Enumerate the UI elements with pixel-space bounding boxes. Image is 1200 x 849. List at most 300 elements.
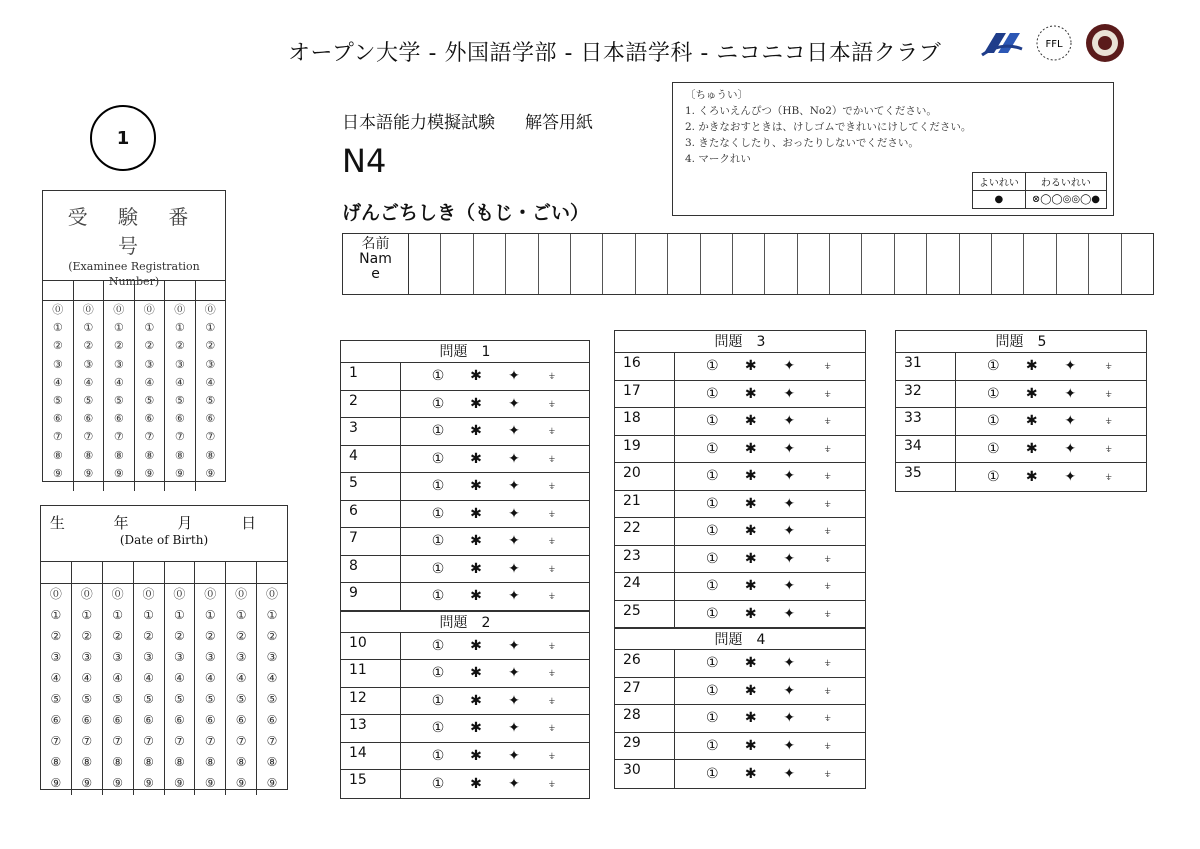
digit-write-cell[interactable] <box>74 281 104 301</box>
digit-bubble[interactable]: ③ <box>205 357 216 371</box>
answer-bubble[interactable]: ① <box>705 737 719 754</box>
answer-bubble[interactable]: ✱ <box>470 692 482 709</box>
answer-bubble[interactable]: ① <box>986 413 1000 430</box>
digit-bubble[interactable]: ⑦ <box>174 430 185 444</box>
digit-bubble[interactable]: ④ <box>81 671 93 685</box>
name-cell[interactable] <box>992 234 1024 294</box>
answer-bubble[interactable]: ⍖ <box>547 368 557 385</box>
digit-bubble[interactable]: ① <box>204 608 216 622</box>
digit-bubble[interactable]: ⑥ <box>143 713 154 727</box>
digit-bubble[interactable]: ⓪ <box>174 303 186 316</box>
digit-bubble[interactable]: ② <box>174 629 185 643</box>
digit-bubble[interactable]: ⑧ <box>204 755 216 769</box>
answer-bubble[interactable]: ① <box>705 385 719 402</box>
answer-bubble[interactable]: ✱ <box>1025 468 1038 485</box>
answer-bubble[interactable]: ✱ <box>744 737 757 754</box>
answer-bubble[interactable]: ✦ <box>1064 358 1077 375</box>
digit-bubble[interactable]: ② <box>235 629 247 643</box>
digit-bubble[interactable]: ⑤ <box>174 692 185 706</box>
digit-bubble[interactable]: ⓪ <box>143 303 155 316</box>
digit-bubble[interactable]: ② <box>52 339 63 353</box>
answer-bubble[interactable]: ✦ <box>508 505 520 522</box>
digit-bubble[interactable]: ⑨ <box>204 776 216 790</box>
digit-bubble[interactable]: ③ <box>266 650 278 664</box>
answer-bubble[interactable]: ✦ <box>783 737 796 754</box>
answer-bubble[interactable]: ✦ <box>783 468 796 485</box>
digit-bubble[interactable]: ② <box>174 339 185 353</box>
digit-bubble[interactable]: ⑤ <box>112 692 124 706</box>
answer-bubble[interactable]: ✱ <box>744 523 757 540</box>
answer-bubble[interactable]: ✦ <box>508 478 520 495</box>
answer-bubble[interactable]: ✦ <box>783 765 796 782</box>
digit-bubble[interactable]: ⑨ <box>81 776 93 790</box>
answer-bubble[interactable]: ① <box>431 368 445 385</box>
answer-bubble[interactable]: ✱ <box>470 395 482 412</box>
digit-bubble[interactable]: ⑨ <box>174 776 185 790</box>
digit-bubble[interactable]: ⑧ <box>144 448 155 462</box>
answer-bubble[interactable]: ⍖ <box>823 578 832 595</box>
answer-bubble[interactable]: ① <box>986 385 1000 402</box>
answer-bubble[interactable]: ✦ <box>783 682 796 699</box>
answer-bubble[interactable]: ✦ <box>508 588 520 605</box>
digit-bubble[interactable]: ① <box>52 321 63 335</box>
digit-bubble[interactable]: ⑤ <box>113 393 124 407</box>
answer-bubble[interactable]: ✦ <box>508 423 520 440</box>
answer-bubble[interactable]: ✦ <box>783 413 796 430</box>
digit-write-cell[interactable] <box>43 281 73 301</box>
digit-write-cell[interactable] <box>134 562 164 584</box>
digit-bubble[interactable]: ① <box>143 608 154 622</box>
answer-bubble[interactable]: ① <box>705 440 719 457</box>
digit-bubble[interactable]: ④ <box>174 375 185 389</box>
digit-bubble[interactable]: ⓪ <box>80 587 93 601</box>
answer-bubble[interactable]: ✱ <box>1025 358 1038 375</box>
digit-bubble[interactable]: ⑥ <box>205 412 216 426</box>
answer-bubble[interactable]: ⍖ <box>547 692 557 709</box>
digit-bubble[interactable]: ⓪ <box>235 587 248 601</box>
name-cell[interactable] <box>798 234 830 294</box>
answer-bubble[interactable]: ⍖ <box>823 682 832 699</box>
digit-bubble[interactable]: ⓪ <box>82 303 94 316</box>
digit-bubble[interactable]: ⑥ <box>112 713 124 727</box>
digit-bubble[interactable]: ⑧ <box>205 448 216 462</box>
digit-bubble[interactable]: ⑥ <box>266 713 278 727</box>
digit-bubble[interactable]: ② <box>204 629 216 643</box>
answer-bubble[interactable]: ① <box>705 682 719 699</box>
digit-bubble[interactable]: ⑤ <box>266 692 278 706</box>
answer-bubble[interactable]: ① <box>705 495 719 512</box>
name-cell[interactable] <box>895 234 927 294</box>
answer-bubble[interactable]: ① <box>431 423 445 440</box>
answer-bubble[interactable]: ① <box>431 775 445 792</box>
answer-bubble[interactable]: ⍖ <box>1104 358 1113 375</box>
digit-write-cell[interactable] <box>165 562 195 584</box>
answer-bubble[interactable]: ⍖ <box>823 737 832 754</box>
digit-bubble[interactable]: ③ <box>174 650 185 664</box>
answer-bubble[interactable]: ① <box>705 655 719 672</box>
digit-bubble[interactable]: ⑤ <box>83 393 94 407</box>
answer-bubble[interactable]: ✦ <box>508 637 520 654</box>
answer-bubble[interactable]: ✱ <box>470 588 482 605</box>
digit-bubble[interactable]: ⓪ <box>52 303 64 316</box>
digit-bubble[interactable]: ⓪ <box>173 587 186 601</box>
digit-bubble[interactable]: ④ <box>113 375 124 389</box>
answer-bubble[interactable]: ✦ <box>783 578 796 595</box>
answer-bubble[interactable]: ✱ <box>470 533 482 550</box>
digit-write-cell[interactable] <box>195 562 225 584</box>
digit-bubble[interactable]: ⑤ <box>205 393 216 407</box>
digit-write-cell[interactable] <box>196 281 226 301</box>
answer-bubble[interactable]: ✦ <box>783 655 796 672</box>
digit-bubble[interactable]: ⑨ <box>235 776 247 790</box>
answer-bubble[interactable]: ① <box>705 550 719 567</box>
answer-bubble[interactable]: ① <box>431 560 445 577</box>
digit-bubble[interactable]: ① <box>205 321 216 335</box>
digit-bubble[interactable]: ⑦ <box>204 734 216 748</box>
name-cell[interactable] <box>862 234 894 294</box>
answer-bubble[interactable]: ① <box>431 720 445 737</box>
answer-bubble[interactable]: ⍖ <box>547 560 557 577</box>
answer-bubble[interactable]: ✦ <box>783 495 796 512</box>
digit-bubble[interactable]: ⑦ <box>83 430 94 444</box>
answer-bubble[interactable]: ⍖ <box>823 413 832 430</box>
digit-bubble[interactable]: ⑤ <box>144 393 155 407</box>
answer-bubble[interactable]: ⍖ <box>547 478 557 495</box>
digit-bubble[interactable]: ⓪ <box>266 587 279 601</box>
digit-bubble[interactable]: ⑥ <box>52 412 63 426</box>
digit-bubble[interactable]: ③ <box>144 357 155 371</box>
digit-bubble[interactable]: ⑤ <box>81 692 93 706</box>
name-cell[interactable] <box>409 234 441 294</box>
digit-bubble[interactable]: ⑦ <box>235 734 247 748</box>
answer-bubble[interactable]: ✦ <box>783 550 796 567</box>
name-cell[interactable] <box>1057 234 1089 294</box>
digit-write-cell[interactable] <box>41 562 71 584</box>
digit-bubble[interactable]: ③ <box>112 650 124 664</box>
digit-bubble[interactable]: ④ <box>204 671 216 685</box>
digit-bubble[interactable]: ⑧ <box>174 448 185 462</box>
digit-bubble[interactable]: ⑧ <box>81 755 93 769</box>
answer-bubble[interactable]: ✱ <box>470 775 482 792</box>
digit-write-cell[interactable] <box>135 281 165 301</box>
name-cell[interactable] <box>571 234 603 294</box>
digit-bubble[interactable]: ⑦ <box>52 430 63 444</box>
digit-bubble[interactable]: ⑧ <box>266 755 278 769</box>
answer-bubble[interactable]: ⍖ <box>823 468 832 485</box>
answer-bubble[interactable]: ✦ <box>508 560 520 577</box>
answer-bubble[interactable]: ✱ <box>470 560 482 577</box>
answer-bubble[interactable]: ✱ <box>744 605 757 622</box>
answer-bubble[interactable]: ① <box>986 468 1000 485</box>
answer-bubble[interactable]: ① <box>986 440 1000 457</box>
answer-bubble[interactable]: ⍖ <box>547 720 557 737</box>
digit-write-cell[interactable] <box>165 281 195 301</box>
digit-bubble[interactable]: ② <box>83 339 94 353</box>
answer-bubble[interactable]: ✦ <box>508 775 520 792</box>
answer-bubble[interactable]: ✦ <box>508 665 520 682</box>
digit-bubble[interactable]: ⑥ <box>174 412 185 426</box>
answer-bubble[interactable]: ⍖ <box>547 423 557 440</box>
name-cell[interactable] <box>474 234 506 294</box>
digit-bubble[interactable]: ④ <box>205 375 216 389</box>
answer-bubble[interactable]: ✱ <box>1025 413 1038 430</box>
digit-bubble[interactable]: ⑤ <box>52 393 63 407</box>
answer-bubble[interactable]: ✱ <box>470 637 482 654</box>
digit-bubble[interactable]: ⑨ <box>113 466 124 480</box>
answer-bubble[interactable]: ⍖ <box>547 450 557 467</box>
answer-bubble[interactable]: ⍖ <box>547 395 557 412</box>
digit-bubble[interactable]: ⑧ <box>112 755 124 769</box>
answer-bubble[interactable]: ✦ <box>783 385 796 402</box>
digit-bubble[interactable]: ⓪ <box>142 587 155 601</box>
answer-bubble[interactable]: ✦ <box>508 747 520 764</box>
digit-bubble[interactable]: ⑥ <box>50 713 62 727</box>
name-cell[interactable] <box>1024 234 1056 294</box>
digit-bubble[interactable]: ⑧ <box>235 755 247 769</box>
digit-bubble[interactable]: ⑥ <box>204 713 216 727</box>
digit-bubble[interactable]: ⑦ <box>143 734 154 748</box>
digit-bubble[interactable]: ⑥ <box>81 713 93 727</box>
digit-bubble[interactable]: ⑨ <box>143 776 154 790</box>
digit-bubble[interactable]: ① <box>174 321 185 335</box>
digit-bubble[interactable]: ⓪ <box>49 587 62 601</box>
digit-bubble[interactable]: ③ <box>204 650 216 664</box>
answer-bubble[interactable]: ⍖ <box>1104 440 1113 457</box>
name-cell[interactable] <box>441 234 473 294</box>
digit-bubble[interactable]: ⑦ <box>81 734 93 748</box>
digit-bubble[interactable]: ⑧ <box>50 755 62 769</box>
digit-bubble[interactable]: ③ <box>83 357 94 371</box>
answer-bubble[interactable]: ✦ <box>508 450 520 467</box>
answer-bubble[interactable]: ⍖ <box>1104 385 1113 402</box>
answer-bubble[interactable]: ① <box>705 523 719 540</box>
digit-bubble[interactable]: ④ <box>235 671 247 685</box>
answer-bubble[interactable]: ✦ <box>1064 413 1077 430</box>
answer-bubble[interactable]: ⍖ <box>547 533 557 550</box>
name-cell[interactable] <box>1089 234 1121 294</box>
digit-bubble[interactable]: ① <box>83 321 94 335</box>
answer-bubble[interactable]: ⍖ <box>823 523 832 540</box>
digit-bubble[interactable]: ⓪ <box>113 303 125 316</box>
digit-bubble[interactable]: ⑦ <box>50 734 62 748</box>
answer-bubble[interactable]: ① <box>705 358 719 375</box>
answer-bubble[interactable]: ✦ <box>508 720 520 737</box>
digit-bubble[interactable]: ⑦ <box>112 734 124 748</box>
answer-bubble[interactable]: ① <box>431 505 445 522</box>
answer-bubble[interactable]: ✱ <box>744 358 757 375</box>
answer-bubble[interactable]: ✦ <box>783 523 796 540</box>
answer-bubble[interactable]: ⍖ <box>823 358 832 375</box>
digit-bubble[interactable]: ① <box>112 608 124 622</box>
digit-bubble[interactable]: ⑨ <box>112 776 124 790</box>
answer-bubble[interactable]: ① <box>431 588 445 605</box>
digit-bubble[interactable]: ① <box>144 321 155 335</box>
name-cell[interactable] <box>603 234 635 294</box>
digit-bubble[interactable]: ⑨ <box>52 466 63 480</box>
digit-bubble[interactable]: ⑨ <box>144 466 155 480</box>
answer-bubble[interactable]: ✱ <box>470 368 482 385</box>
digit-bubble[interactable]: ② <box>205 339 216 353</box>
answer-bubble[interactable]: ⍖ <box>823 710 832 727</box>
digit-bubble[interactable]: ② <box>143 629 154 643</box>
digit-bubble[interactable]: ④ <box>144 375 155 389</box>
digit-bubble[interactable]: ② <box>81 629 93 643</box>
answer-bubble[interactable]: ✱ <box>470 423 482 440</box>
answer-bubble[interactable]: ✱ <box>470 450 482 467</box>
answer-bubble[interactable]: ① <box>431 692 445 709</box>
answer-bubble[interactable]: ⍖ <box>1104 413 1113 430</box>
answer-bubble[interactable]: ✦ <box>1064 468 1077 485</box>
digit-bubble[interactable]: ④ <box>143 671 154 685</box>
answer-bubble[interactable]: ⍖ <box>1104 468 1113 485</box>
name-cell[interactable] <box>927 234 959 294</box>
answer-bubble[interactable]: ① <box>705 413 719 430</box>
digit-bubble[interactable]: ② <box>50 629 62 643</box>
name-cell[interactable] <box>765 234 797 294</box>
answer-bubble[interactable]: ✱ <box>744 682 757 699</box>
answer-bubble[interactable]: ✱ <box>744 655 757 672</box>
answer-bubble[interactable]: ✦ <box>1064 385 1077 402</box>
answer-bubble[interactable]: ✱ <box>744 413 757 430</box>
digit-bubble[interactable]: ① <box>266 608 278 622</box>
answer-bubble[interactable]: ① <box>986 358 1000 375</box>
digit-bubble[interactable]: ⑦ <box>144 430 155 444</box>
answer-bubble[interactable]: ① <box>431 450 445 467</box>
digit-bubble[interactable]: ⑤ <box>174 393 185 407</box>
digit-bubble[interactable]: ⑧ <box>143 755 154 769</box>
answer-bubble[interactable]: ⍖ <box>823 605 832 622</box>
digit-bubble[interactable]: ④ <box>174 671 185 685</box>
digit-bubble[interactable]: ⑥ <box>113 412 124 426</box>
name-cell[interactable] <box>506 234 538 294</box>
digit-bubble[interactable]: ⑧ <box>174 755 185 769</box>
digit-bubble[interactable]: ⓪ <box>111 587 124 601</box>
digit-bubble[interactable]: ⑥ <box>144 412 155 426</box>
answer-bubble[interactable]: ✱ <box>744 495 757 512</box>
answer-bubble[interactable]: ⍖ <box>547 637 557 654</box>
digit-bubble[interactable]: ⓪ <box>204 587 217 601</box>
name-cell[interactable] <box>1122 234 1153 294</box>
answer-bubble[interactable]: ① <box>431 533 445 550</box>
digit-bubble[interactable]: ③ <box>235 650 247 664</box>
digit-bubble[interactable]: ① <box>235 608 247 622</box>
answer-bubble[interactable]: ① <box>431 747 445 764</box>
digit-bubble[interactable]: ① <box>81 608 93 622</box>
digit-bubble[interactable]: ⑧ <box>52 448 63 462</box>
digit-bubble[interactable]: ③ <box>81 650 93 664</box>
answer-bubble[interactable]: ⍖ <box>823 765 832 782</box>
answer-bubble[interactable]: ✱ <box>470 720 482 737</box>
answer-bubble[interactable]: ① <box>431 637 445 654</box>
digit-bubble[interactable]: ③ <box>50 650 62 664</box>
answer-bubble[interactable]: ① <box>431 395 445 412</box>
answer-bubble[interactable]: ① <box>431 478 445 495</box>
digit-bubble[interactable]: ⑤ <box>143 692 154 706</box>
answer-bubble[interactable]: ✦ <box>508 368 520 385</box>
digit-bubble[interactable]: ⑨ <box>83 466 94 480</box>
digit-bubble[interactable]: ⑧ <box>83 448 94 462</box>
answer-bubble[interactable]: ✦ <box>783 358 796 375</box>
digit-bubble[interactable]: ⑨ <box>174 466 185 480</box>
name-cell[interactable] <box>830 234 862 294</box>
answer-bubble[interactable]: ✦ <box>783 710 796 727</box>
digit-bubble[interactable]: ⑦ <box>174 734 185 748</box>
answer-bubble[interactable]: ✱ <box>744 468 757 485</box>
digit-bubble[interactable]: ④ <box>50 671 62 685</box>
answer-bubble[interactable]: ⍖ <box>823 655 832 672</box>
answer-bubble[interactable]: ✱ <box>744 578 757 595</box>
digit-bubble[interactable]: ⑨ <box>50 776 62 790</box>
digit-bubble[interactable]: ⓪ <box>204 303 216 316</box>
digit-bubble[interactable]: ⑤ <box>204 692 216 706</box>
answer-bubble[interactable]: ① <box>705 605 719 622</box>
answer-bubble[interactable]: ⍖ <box>823 495 832 512</box>
name-cell[interactable] <box>539 234 571 294</box>
name-cell[interactable] <box>960 234 992 294</box>
answer-bubble[interactable]: ⍖ <box>823 550 832 567</box>
digit-bubble[interactable]: ① <box>113 321 124 335</box>
answer-bubble[interactable]: ✦ <box>508 395 520 412</box>
answer-bubble[interactable]: ⍖ <box>823 385 832 402</box>
name-cell[interactable] <box>636 234 668 294</box>
digit-bubble[interactable]: ③ <box>113 357 124 371</box>
answer-bubble[interactable]: ⍖ <box>547 747 557 764</box>
digit-write-cell[interactable] <box>226 562 256 584</box>
digit-bubble[interactable]: ④ <box>83 375 94 389</box>
digit-bubble[interactable]: ⑨ <box>205 466 216 480</box>
digit-bubble[interactable]: ① <box>50 608 62 622</box>
digit-bubble[interactable]: ⑨ <box>266 776 278 790</box>
answer-bubble[interactable]: ✱ <box>470 747 482 764</box>
digit-bubble[interactable]: ④ <box>266 671 278 685</box>
answer-bubble[interactable]: ✱ <box>470 478 482 495</box>
digit-bubble[interactable]: ③ <box>52 357 63 371</box>
answer-bubble[interactable]: ⍖ <box>823 440 832 457</box>
digit-bubble[interactable]: ① <box>174 608 185 622</box>
answer-bubble[interactable]: ① <box>705 710 719 727</box>
answer-bubble[interactable]: ✱ <box>744 440 757 457</box>
answer-bubble[interactable]: ✱ <box>470 665 482 682</box>
digit-bubble[interactable]: ② <box>112 629 124 643</box>
answer-bubble[interactable]: ✦ <box>508 692 520 709</box>
answer-bubble[interactable]: ✦ <box>783 440 796 457</box>
answer-bubble[interactable]: ✱ <box>744 385 757 402</box>
answer-bubble[interactable]: ✱ <box>1025 440 1038 457</box>
digit-bubble[interactable]: ⑦ <box>205 430 216 444</box>
answer-bubble[interactable]: ⍖ <box>547 775 557 792</box>
name-cell[interactable] <box>668 234 700 294</box>
digit-write-cell[interactable] <box>72 562 102 584</box>
answer-bubble[interactable]: ✦ <box>783 605 796 622</box>
answer-bubble[interactable]: ⍖ <box>547 505 557 522</box>
digit-bubble[interactable]: ⑤ <box>235 692 247 706</box>
digit-bubble[interactable]: ② <box>144 339 155 353</box>
digit-bubble[interactable]: ④ <box>112 671 124 685</box>
digit-bubble[interactable]: ② <box>113 339 124 353</box>
digit-bubble[interactable]: ③ <box>174 357 185 371</box>
digit-bubble[interactable]: ③ <box>143 650 154 664</box>
answer-bubble[interactable]: ✦ <box>508 533 520 550</box>
digit-bubble[interactable]: ⑦ <box>266 734 278 748</box>
answer-bubble[interactable]: ⍖ <box>547 665 557 682</box>
name-cell[interactable] <box>701 234 733 294</box>
digit-bubble[interactable]: ② <box>266 629 278 643</box>
answer-bubble[interactable]: ✱ <box>470 505 482 522</box>
answer-bubble[interactable]: ✱ <box>744 710 757 727</box>
digit-bubble[interactable]: ⑤ <box>50 692 62 706</box>
name-cell[interactable] <box>733 234 765 294</box>
digit-bubble[interactable]: ⑥ <box>235 713 247 727</box>
